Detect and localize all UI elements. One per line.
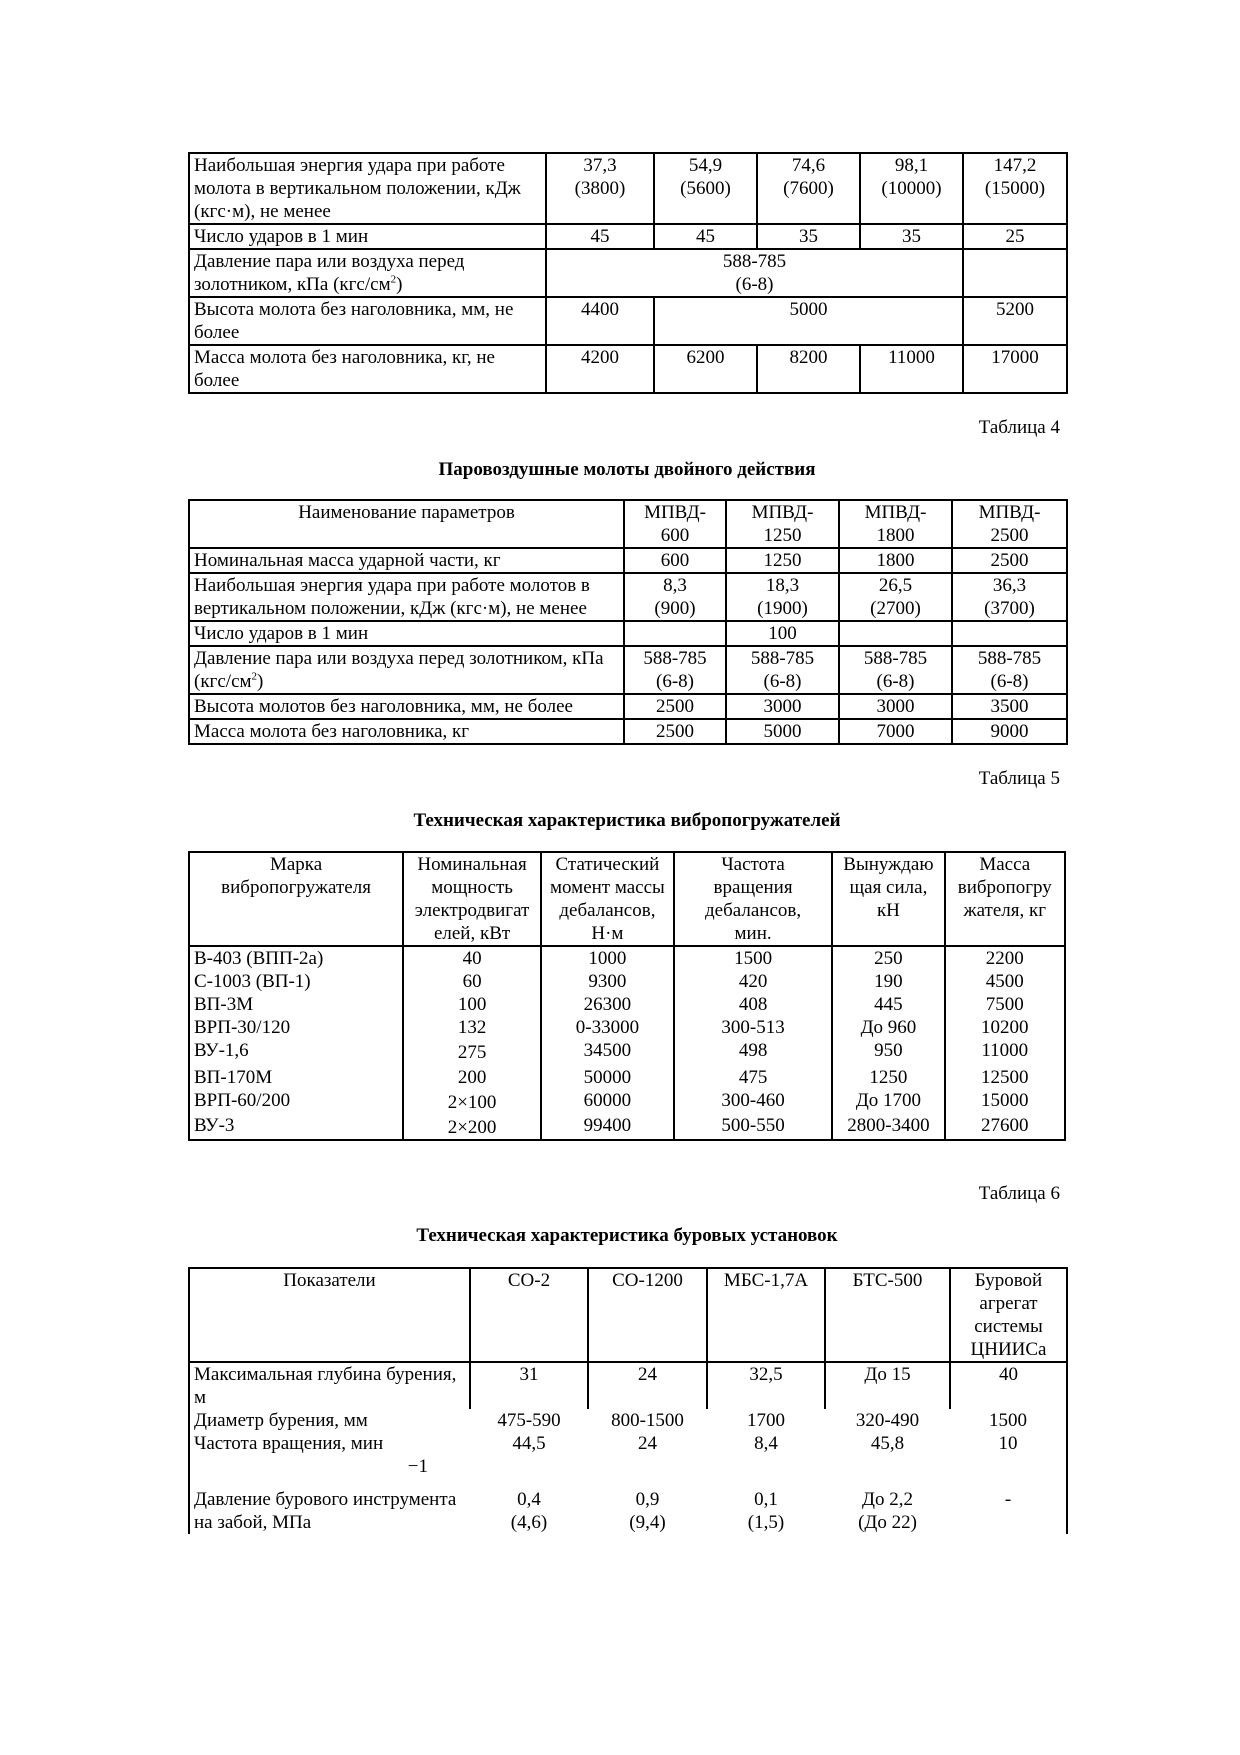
- value-cell: 8,3 (900): [624, 573, 726, 621]
- value-cell: 40: [950, 1362, 1067, 1409]
- value-cell: 9000: [952, 719, 1067, 744]
- value-cell: До 15: [825, 1362, 950, 1409]
- value-cell: 10: [950, 1432, 1067, 1478]
- value-cell: 3000: [726, 694, 839, 719]
- value-cell: 1800: [839, 548, 952, 573]
- value-cell: 98,1 (10000): [860, 153, 963, 224]
- value-cell: 200: [403, 1064, 541, 1089]
- column-header: МПВД- 2500: [952, 500, 1067, 548]
- table-row: [189, 1478, 1067, 1534]
- value-cell: 2200: [945, 946, 1065, 970]
- value-cell: -: [950, 1478, 1067, 1534]
- value-cell: 27600: [945, 1114, 1065, 1140]
- table-row: [189, 153, 1067, 224]
- column-header: Масса вибропогру жателя, кг: [945, 852, 1065, 946]
- param-label: Номинальная масса ударной части, кг: [189, 548, 624, 573]
- table-row: [189, 1064, 1065, 1089]
- value-cell: 190: [832, 970, 944, 993]
- value-cell: 1000: [541, 946, 674, 970]
- table-5: [188, 851, 1066, 1141]
- param-label: Диаметр бурения, мм: [189, 1409, 470, 1432]
- value-cell: 45,8: [870, 1433, 905, 1454]
- table-title: Техническая характеристика буровых установок: [416, 1225, 838, 1246]
- param-label: Наибольшая энергия удара при работе молотов в вертикальном положении, кДж (кгс·м), не менее: [189, 573, 624, 621]
- value-cell: 588-785 (6-8): [839, 646, 952, 694]
- table-row: [189, 946, 1065, 970]
- value-cell: 25: [963, 224, 1067, 249]
- table-row: [189, 646, 1067, 694]
- value-cell: 4400: [546, 297, 654, 345]
- value-cell: 588-785 (6-8): [624, 646, 726, 694]
- value-cell: [963, 249, 1067, 297]
- table-row: [189, 1432, 1067, 1478]
- value-cell: 35: [757, 224, 860, 249]
- value-cell: [952, 621, 1067, 646]
- value-cell: 31: [470, 1362, 588, 1409]
- label-text: Давление пара или воздуха перед золотником, кПа (кгс/см: [194, 251, 465, 295]
- value-cell: До 1700: [832, 1089, 944, 1114]
- table-title: Паровоздушные молоты двойного действия: [438, 459, 816, 480]
- value-cell: 475-590: [497, 1410, 561, 1431]
- value-cell: 35: [860, 224, 963, 249]
- value-cell: 5200: [963, 297, 1067, 345]
- value-cell: 300-460: [674, 1089, 833, 1114]
- value-cell: 11000: [860, 345, 963, 393]
- value-cell: 3000: [839, 694, 952, 719]
- value-cell: 1250: [832, 1064, 944, 1089]
- value-cell: 37,3 (3800): [546, 153, 654, 224]
- table-row: [189, 297, 1067, 345]
- value-cell: 475: [674, 1064, 833, 1089]
- table-caption: Таблица 4: [978, 417, 1060, 438]
- value-cell: 0,4 (4,6): [510, 1489, 548, 1533]
- table-header-row: [189, 852, 1065, 946]
- value-cell: 6200: [654, 345, 757, 393]
- value-cell: 7500: [945, 993, 1065, 1016]
- param-label: Высота молота без наголовника, мм, не более: [189, 297, 546, 345]
- param-label: Высота молотов без наголовника, мм, не более: [189, 694, 624, 719]
- label-text: Частота вращения, мин: [194, 1433, 384, 1454]
- column-header: Показатели: [189, 1268, 470, 1362]
- value-cell: 2×200: [403, 1114, 541, 1140]
- param-label: Масса молота без наголовника, кг: [189, 719, 624, 744]
- value-cell: 275: [403, 1039, 541, 1064]
- column-header: Статический момент массы дебалансов, Н·м: [541, 852, 674, 946]
- value-cell: 36,3 (3700): [952, 573, 1067, 621]
- value-cell: 100: [726, 621, 839, 646]
- value-cell: 12500: [945, 1064, 1065, 1089]
- table-row: [189, 573, 1067, 621]
- value-cell: 588-785 (6-8): [952, 646, 1067, 694]
- param-label: [189, 249, 546, 297]
- value-cell: 2×100: [403, 1089, 541, 1114]
- table-caption: Таблица 5: [978, 768, 1060, 789]
- value-cell: 2800-3400: [832, 1114, 944, 1140]
- value-cell: 100: [403, 993, 541, 1016]
- model-name: С-1003 (ВП-1): [189, 970, 403, 993]
- table-3-continued: [188, 152, 1068, 394]
- column-header: МПВД- 600: [624, 500, 726, 548]
- value-cell: 1500: [950, 1409, 1067, 1432]
- table-row: [189, 1362, 1067, 1409]
- value-cell: 1700: [747, 1410, 785, 1431]
- table-header-row: [189, 1268, 1067, 1362]
- value-cell: 3500: [952, 694, 1067, 719]
- model-name: ВРП-30/120: [189, 1016, 403, 1039]
- value-cell: 300-513: [674, 1016, 833, 1039]
- column-header: СО-1200: [588, 1268, 707, 1362]
- table-4: [188, 499, 1068, 745]
- model-name: В-403 (ВПП-2а): [189, 946, 403, 970]
- label-text: ): [257, 671, 264, 692]
- value-cell: 600: [624, 548, 726, 573]
- param-label: Максимальная глубина бурения, м: [189, 1362, 470, 1409]
- document-page: [188, 152, 1066, 1534]
- value-cell: 45: [546, 224, 654, 249]
- table-row: [189, 970, 1065, 993]
- merged-value-cell: 5000: [654, 297, 963, 345]
- value-cell: 1500: [674, 946, 833, 970]
- value-cell: 4200: [546, 345, 654, 393]
- value-cell: 17000: [963, 345, 1067, 393]
- table-row: [189, 548, 1067, 573]
- param-label: Масса молота без наголовника, кг, не более: [189, 345, 546, 393]
- param-label: Давление бурового инструмента на забой, МПа: [189, 1478, 470, 1534]
- value-cell: 74,6 (7600): [757, 153, 860, 224]
- value-cell: [624, 621, 726, 646]
- column-header: Марка вибропогружателя: [189, 852, 403, 946]
- value-cell: 445: [832, 993, 944, 1016]
- column-header: МПВД- 1250: [726, 500, 839, 548]
- table-row: [189, 1016, 1065, 1039]
- merged-value-cell: 588-785 (6-8): [546, 249, 963, 297]
- label-text: Давление пара или воздуха перед золотником, кПа (кгс/см: [194, 648, 604, 692]
- value-cell: 132: [403, 1016, 541, 1039]
- table-row: [189, 694, 1067, 719]
- table-row: [189, 993, 1065, 1016]
- value-cell: 147,2 (15000): [963, 153, 1067, 224]
- value-cell: 4500: [945, 970, 1065, 993]
- value-cell: 18,3 (1900): [726, 573, 839, 621]
- value-cell: 2500: [952, 548, 1067, 573]
- value-cell: 15000: [945, 1089, 1065, 1114]
- value-cell: 99400: [541, 1114, 674, 1140]
- value-cell: 1250: [726, 548, 839, 573]
- table-header-row: [189, 500, 1067, 548]
- value-cell: 5000: [726, 719, 839, 744]
- value-cell: 0,1 (1,5): [747, 1489, 785, 1533]
- table-6: [188, 1267, 1068, 1534]
- column-header: СО-2: [470, 1268, 588, 1362]
- value-cell: 11000: [945, 1039, 1065, 1064]
- column-header: МПВД- 1800: [839, 500, 952, 548]
- value-cell: 60: [403, 970, 541, 993]
- column-header: МБС-1,7А: [707, 1268, 825, 1362]
- value-cell: 7000: [839, 719, 952, 744]
- value-cell: До 2,2 (До 22): [858, 1489, 917, 1533]
- value-cell: 420: [674, 970, 833, 993]
- table-row: [189, 249, 1067, 297]
- value-cell: [839, 621, 952, 646]
- value-cell: 24: [638, 1433, 657, 1454]
- param-label: Число ударов в 1 мин: [189, 621, 624, 646]
- value-cell: 45: [654, 224, 757, 249]
- value-cell: 60000: [541, 1089, 674, 1114]
- value-cell: 54,9 (5600): [654, 153, 757, 224]
- value-cell: 10200: [945, 1016, 1065, 1039]
- value-cell: 24: [588, 1362, 707, 1409]
- value-cell: 2500: [624, 694, 726, 719]
- column-header: Номинальная мощность электродвигат елей, кВт: [403, 852, 541, 946]
- value-cell: 9300: [541, 970, 674, 993]
- table-row: [189, 1039, 1065, 1064]
- value-cell: 498: [674, 1039, 833, 1064]
- model-name: ВП-3М: [189, 993, 403, 1016]
- value-cell: 408: [674, 993, 833, 1016]
- column-header: Буровой агрегат системы ЦНИИСа: [950, 1268, 1067, 1362]
- param-label: Наибольшая энергия удара при работе молота в вертикальном положении, кДж (кгс·м), не менее: [189, 153, 546, 224]
- table-row: [189, 224, 1067, 249]
- param-label: Число ударов в 1 мин: [189, 224, 546, 249]
- value-cell: 50000: [541, 1064, 674, 1089]
- table-caption: Таблица 6: [978, 1183, 1060, 1204]
- value-cell: 2500: [624, 719, 726, 744]
- model-name: ВУ-3: [189, 1114, 403, 1140]
- table-row: [189, 1114, 1065, 1140]
- column-header: Наименование параметров: [189, 500, 624, 548]
- value-cell: 26,5 (2700): [839, 573, 952, 621]
- table-row: [189, 1089, 1065, 1114]
- value-cell: 250: [832, 946, 944, 970]
- superscript: 2: [390, 273, 397, 286]
- value-cell: 44,5: [512, 1433, 546, 1454]
- value-cell: 26300: [541, 993, 674, 1016]
- value-cell: 950: [832, 1039, 944, 1064]
- superscript: 2: [251, 670, 258, 683]
- table-title: Техническая характеристика вибропогружателей: [413, 810, 841, 831]
- table-row: [189, 1409, 1067, 1432]
- value-cell: 500-550: [674, 1114, 833, 1140]
- column-header: Частота вращения дебалансов, мин.: [674, 852, 833, 946]
- value-cell: 320-490: [855, 1410, 920, 1431]
- value-cell: 0-33000: [541, 1016, 674, 1039]
- value-cell: 32,5: [707, 1362, 825, 1409]
- value-cell: 8,4: [754, 1433, 778, 1454]
- column-header: Вынуждаю щая сила, кН: [832, 852, 944, 946]
- value-cell: 0,9 (9,4): [629, 1489, 666, 1533]
- model-name: ВРП-60/200: [189, 1089, 403, 1114]
- value-cell: 34500: [541, 1039, 674, 1064]
- value-cell: 800-1500: [611, 1410, 684, 1431]
- value-cell: До 960: [832, 1016, 944, 1039]
- table-row: [189, 345, 1067, 393]
- model-name: ВУ-1,6: [189, 1039, 403, 1064]
- value-cell: 8200: [757, 345, 860, 393]
- value-cell: 40: [403, 946, 541, 970]
- column-header: БТС-500: [825, 1268, 950, 1362]
- param-label: [189, 1432, 470, 1478]
- model-name: ВП-170М: [189, 1064, 403, 1089]
- value-cell: 588-785 (6-8): [726, 646, 839, 694]
- superscript: −1: [407, 1456, 428, 1477]
- table-row: [189, 719, 1067, 744]
- param-label: [189, 646, 624, 694]
- label-text: ): [396, 274, 403, 295]
- table-row: [189, 621, 1067, 646]
